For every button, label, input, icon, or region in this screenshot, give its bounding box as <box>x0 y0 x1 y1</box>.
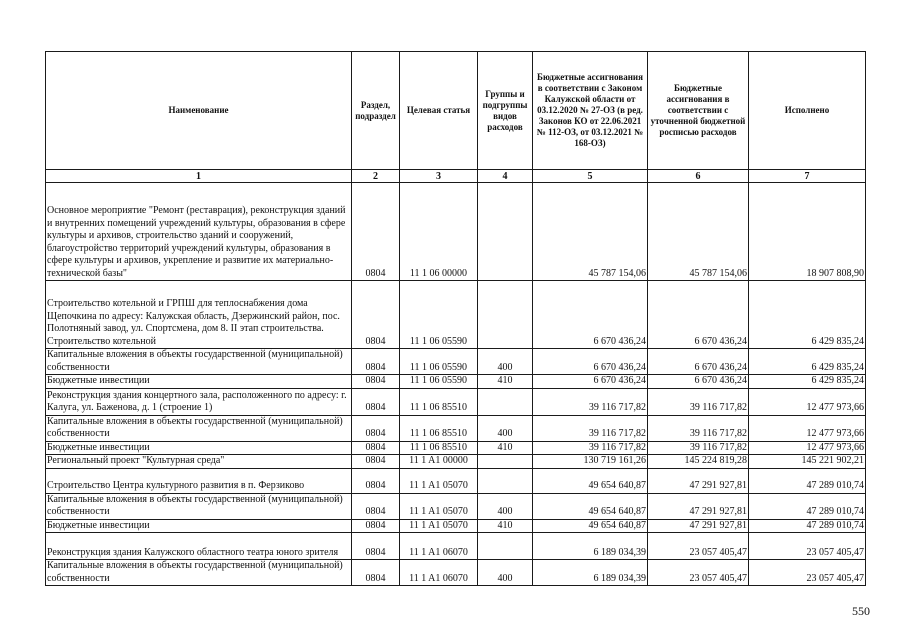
row-article: 11 1 A1 05070 <box>400 519 478 533</box>
table-row <box>46 519 866 533</box>
row-law: 6 670 436,24 <box>533 349 648 375</box>
column-number: 2 <box>352 170 400 183</box>
table-row <box>46 415 866 441</box>
row-law: 6 189 034,39 <box>533 533 648 560</box>
column-number: 1 <box>46 170 352 183</box>
row-section: 0804 <box>352 415 400 441</box>
row-article: 11 1 A1 00000 <box>400 455 478 469</box>
row-article: 11 1 06 85510 <box>400 388 478 415</box>
row-executed: 6 429 835,24 <box>749 375 866 389</box>
row-name: Бюджетные инвестиции <box>46 519 352 533</box>
row-article: 11 1 A1 06070 <box>400 533 478 560</box>
budget-table <box>45 51 866 586</box>
row-law: 130 719 161,26 <box>533 455 648 469</box>
row-name: Бюджетные инвестиции <box>46 375 352 389</box>
row-name: Капитальные вложения в объекты государственной (муниципальной) собственности <box>46 560 352 586</box>
row-section: 0804 <box>352 519 400 533</box>
row-law: 49 654 640,87 <box>533 493 648 519</box>
row-article: 11 1 06 85510 <box>400 441 478 455</box>
row-law: 49 654 640,87 <box>533 519 648 533</box>
row-section: 0804 <box>352 349 400 375</box>
row-name: Бюджетные инвестиции <box>46 441 352 455</box>
row-name: Капитальные вложения в объекты государственной (муниципальной) собственности <box>46 349 352 375</box>
row-article: 11 1 06 85510 <box>400 415 478 441</box>
row-law: 6 670 436,24 <box>533 281 648 349</box>
row-section: 0804 <box>352 281 400 349</box>
row-law: 6 189 034,39 <box>533 560 648 586</box>
row-section: 0804 <box>352 388 400 415</box>
column-number: 3 <box>400 170 478 183</box>
row-name: Основное мероприятие "Ремонт (реставрация), реконструкция зданий и внутренних помещений учреждений культуры, образования в сфере культуры и архивов, строительство зданий и сооружений, благоустройство территорий учреждений культуры, образования в сфере культуры и архивов, укрепление и развитие их материально-технической базы" <box>46 183 352 281</box>
row-executed: 12 477 973,66 <box>749 441 866 455</box>
row-refined: 23 057 405,47 <box>648 533 749 560</box>
row-group: 400 <box>478 493 533 519</box>
row-group <box>478 388 533 415</box>
column-number: 4 <box>478 170 533 183</box>
row-article: 11 1 06 05590 <box>400 375 478 389</box>
row-section: 0804 <box>352 468 400 493</box>
row-refined: 145 224 819,28 <box>648 455 749 469</box>
row-refined: 39 116 717,82 <box>648 415 749 441</box>
row-refined: 45 787 154,06 <box>648 183 749 281</box>
row-refined: 6 670 436,24 <box>648 349 749 375</box>
row-executed: 18 907 808,90 <box>749 183 866 281</box>
row-law: 49 654 640,87 <box>533 468 648 493</box>
row-executed: 6 429 835,24 <box>749 281 866 349</box>
row-refined: 39 116 717,82 <box>648 388 749 415</box>
row-group: 410 <box>478 519 533 533</box>
table-row <box>46 375 866 389</box>
row-group <box>478 183 533 281</box>
row-article: 11 1 06 00000 <box>400 183 478 281</box>
row-article: 11 1 06 05590 <box>400 281 478 349</box>
row-section: 0804 <box>352 493 400 519</box>
row-refined: 6 670 436,24 <box>648 281 749 349</box>
row-executed: 47 289 010,74 <box>749 493 866 519</box>
row-section: 0804 <box>352 375 400 389</box>
table-row <box>46 455 866 469</box>
row-name: Строительство Центра культурного развития в п. Ферзиково <box>46 468 352 493</box>
row-section: 0804 <box>352 533 400 560</box>
row-article: 11 1 A1 05070 <box>400 493 478 519</box>
table-header <box>46 52 866 183</box>
row-law: 45 787 154,06 <box>533 183 648 281</box>
column-number: 6 <box>648 170 749 183</box>
table-row <box>46 560 866 586</box>
table-row <box>46 533 866 560</box>
row-executed: 12 477 973,66 <box>749 388 866 415</box>
row-refined: 39 116 717,82 <box>648 441 749 455</box>
row-section: 0804 <box>352 441 400 455</box>
header-article: Целевая статья <box>400 52 478 170</box>
row-group: 410 <box>478 375 533 389</box>
header-section: Раздел, подраздел <box>352 52 400 170</box>
row-executed: 6 429 835,24 <box>749 349 866 375</box>
row-section: 0804 <box>352 560 400 586</box>
row-executed: 23 057 405,47 <box>749 533 866 560</box>
row-group: 400 <box>478 415 533 441</box>
table-row <box>46 281 866 349</box>
row-article: 11 1 A1 05070 <box>400 468 478 493</box>
row-refined: 23 057 405,47 <box>648 560 749 586</box>
row-law: 39 116 717,82 <box>533 415 648 441</box>
row-executed: 12 477 973,66 <box>749 415 866 441</box>
row-law: 6 670 436,24 <box>533 375 648 389</box>
row-group <box>478 468 533 493</box>
row-refined: 47 291 927,81 <box>648 493 749 519</box>
table-row <box>46 493 866 519</box>
row-section: 0804 <box>352 455 400 469</box>
row-refined: 47 291 927,81 <box>648 468 749 493</box>
row-name: Строительство котельной и ГРПШ для теплоснабжения дома Щепочкина по адресу: Калужская область, Дзержинский район, пос. Полотняный завод, ул. Спортсмена, дом 8. II этап строительства. Строительство котельной <box>46 281 352 349</box>
header-assign-law: Бюджетные ассигнования в соответствии с Законом Калужской области от 03.12.2020 № 27-ОЗ (в ред. Законов КО от 22.06.2021 № 112-ОЗ, от 03.12.2021 № 168-ОЗ) <box>533 52 648 170</box>
row-group: 410 <box>478 441 533 455</box>
row-name: Капитальные вложения в объекты государственной (муниципальной) собственности <box>46 493 352 519</box>
page-number: 550 <box>852 604 870 618</box>
row-name: Реконструкция здания Калужского областного театра юного зрителя <box>46 533 352 560</box>
row-group: 400 <box>478 349 533 375</box>
row-group <box>478 533 533 560</box>
row-law: 39 116 717,82 <box>533 388 648 415</box>
row-refined: 6 670 436,24 <box>648 375 749 389</box>
row-group <box>478 281 533 349</box>
row-executed: 23 057 405,47 <box>749 560 866 586</box>
header-executed: Исполнено <box>749 52 866 170</box>
row-executed: 47 289 010,74 <box>749 519 866 533</box>
table-row <box>46 349 866 375</box>
row-law: 39 116 717,82 <box>533 441 648 455</box>
column-number: 5 <box>533 170 648 183</box>
table-row <box>46 468 866 493</box>
row-executed: 47 289 010,74 <box>749 468 866 493</box>
row-section: 0804 <box>352 183 400 281</box>
table-row <box>46 183 866 281</box>
row-group: 400 <box>478 560 533 586</box>
row-executed: 145 221 902,21 <box>749 455 866 469</box>
table-row <box>46 388 866 415</box>
row-article: 11 1 06 05590 <box>400 349 478 375</box>
row-name: Реконструкция здания концертного зала, расположенного по адресу: г. Калуга, ул. Баженова, д. 1 (строение 1) <box>46 388 352 415</box>
column-number: 7 <box>749 170 866 183</box>
row-refined: 47 291 927,81 <box>648 519 749 533</box>
header-name: Наименование <box>46 52 352 170</box>
row-group <box>478 455 533 469</box>
row-name: Капитальные вложения в объекты государственной (муниципальной) собственности <box>46 415 352 441</box>
row-name: Региональный проект "Культурная среда" <box>46 455 352 469</box>
header-groups: Группы и подгруппы видов расходов <box>478 52 533 170</box>
row-article: 11 1 A1 06070 <box>400 560 478 586</box>
header-assign-refined: Бюджетные ассигнования в соответствии с уточненной бюджетной росписью расходов <box>648 52 749 170</box>
table-row <box>46 441 866 455</box>
